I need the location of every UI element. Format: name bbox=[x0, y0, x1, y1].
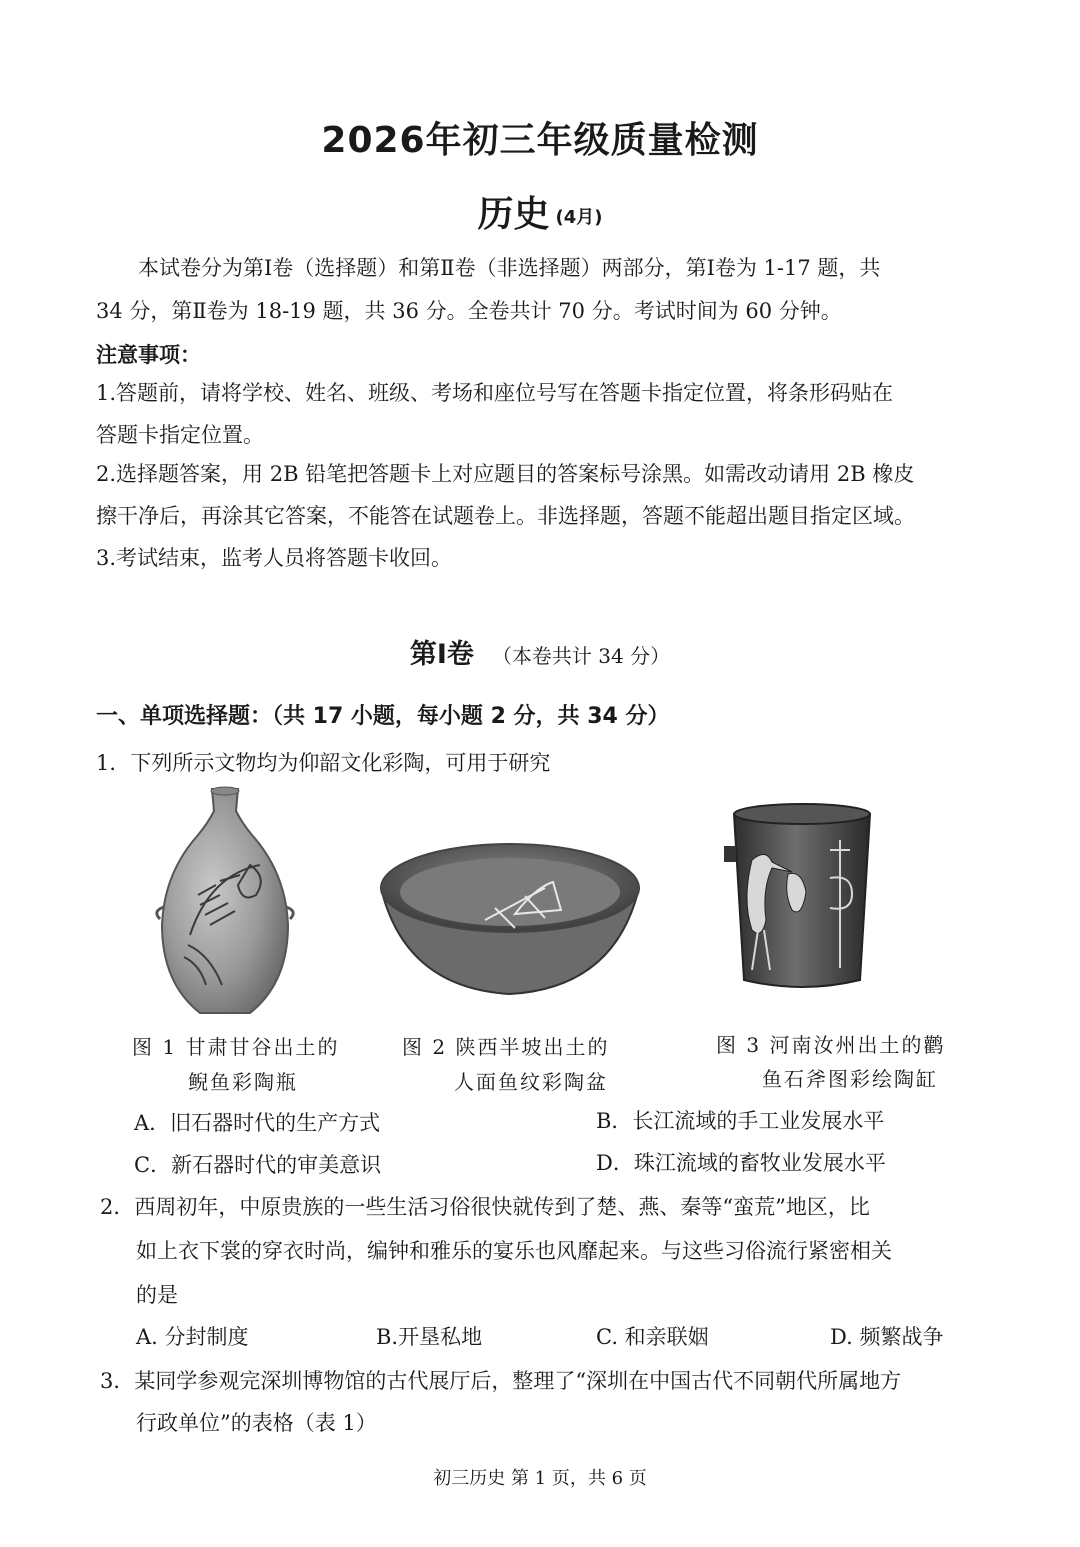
notice-item-2-line-2: 擦干净后，再涂其它答案，不能答在试题卷上。非选择题，答题不能超出题目指定区域。 bbox=[96, 504, 915, 528]
notice-item-3: 3.考试结束，监考人员将答题卡收回。 bbox=[96, 546, 453, 570]
notice-item-2-line-1: 2.选择题答案，用 2B 铅笔把答题卡上对应题目的答案标号涂黑。如需改动请用 2B 橡皮 bbox=[96, 462, 915, 486]
intro-line-1: 本试卷分为第Ⅰ卷（选择题）和第Ⅱ卷（非选择题）两部分，第Ⅰ卷为 1-17 题，共 bbox=[138, 256, 881, 280]
exam-month: (4月) bbox=[555, 207, 603, 228]
intro-line-2: 34 分，第Ⅱ卷为 18-19 题，共 36 分。全卷共计 70 分。考试时间为 60 分钟。 bbox=[96, 299, 842, 323]
figure-1-caption-line-2: 鲵鱼彩陶瓶 bbox=[188, 1070, 298, 1094]
section-title bbox=[0, 632, 1080, 671]
part-heading: 一、单项选择题：（共 17 小题，每小题 2 分，共 34 分） bbox=[96, 704, 670, 729]
section-title-main: 第Ⅰ卷 bbox=[409, 639, 474, 670]
figure-2-caption-line-2: 人面鱼纹彩陶盆 bbox=[454, 1070, 608, 1094]
section-score-note: （本卷共计 34 分） bbox=[491, 644, 671, 668]
notice-item-1-line-2: 答题卡指定位置。 bbox=[96, 423, 264, 447]
notice-heading: 注意事项： bbox=[96, 343, 201, 367]
q1-option-c: C．新石器时代的审美意识 bbox=[134, 1153, 382, 1177]
figure-1-fish-bottle-image bbox=[150, 785, 300, 1020]
q1-option-b: B．长江流域的手工业发展水平 bbox=[596, 1109, 885, 1133]
page-footer: 初三历史 第 1 页，共 6 页 bbox=[433, 1468, 647, 1489]
exam-title: 2026年初三年级质量检测 bbox=[321, 120, 759, 161]
q1-stem: 1．下列所示文物均为仰韶文化彩陶，可用于研究 bbox=[96, 751, 551, 775]
q2-option-c: C. 和亲联姻 bbox=[596, 1325, 709, 1349]
q2-line-1: 2．西周初年，中原贵族的一些生活习俗很快就传到了楚、燕、秦等“蛮荒”地区，比 bbox=[100, 1195, 870, 1219]
q2-option-d: D. 频繁战争 bbox=[830, 1325, 944, 1349]
figure-3-stork-fish-axe-jar-image bbox=[722, 800, 882, 995]
q1-option-d: D．珠江流域的畜牧业发展水平 bbox=[596, 1151, 886, 1175]
subject-title bbox=[0, 186, 1080, 237]
q2-option-a: A. 分封制度 bbox=[136, 1325, 249, 1349]
figure-2-face-fish-basin-image bbox=[375, 838, 645, 998]
notice-item-1-line-1: 1.答题前，请将学校、姓名、班级、考场和座位号写在答题卡指定位置，将条形码贴在 bbox=[96, 381, 894, 405]
figure-1-caption-line-1: 图 1 甘肃甘谷出土的 bbox=[132, 1035, 340, 1059]
figure-3-caption-line-2: 鱼石斧图彩绘陶缸 bbox=[762, 1067, 938, 1091]
q2-line-3: 的是 bbox=[136, 1283, 178, 1307]
q3-line-1: 3．某同学参观完深圳博物馆的古代展厅后，整理了“深圳在中国古代不同朝代所属地方 bbox=[100, 1369, 902, 1393]
q1-option-a: A．旧石器时代的生产方式 bbox=[134, 1111, 381, 1135]
figure-3-caption-line-1: 图 3 河南汝州出土的鹳 bbox=[716, 1033, 946, 1057]
q2-option-b: B.开垦私地 bbox=[376, 1325, 483, 1349]
subject-name: 历史 bbox=[477, 194, 550, 235]
q3-line-2: 行政单位”的表格（表 1） bbox=[136, 1411, 377, 1435]
q2-line-2: 如上衣下裳的穿衣时尚，编钟和雅乐的宴乐也风靡起来。与这些习俗流行紧密相关 bbox=[136, 1239, 892, 1263]
figure-2-caption-line-1: 图 2 陕西半坡出土的 bbox=[402, 1035, 610, 1059]
